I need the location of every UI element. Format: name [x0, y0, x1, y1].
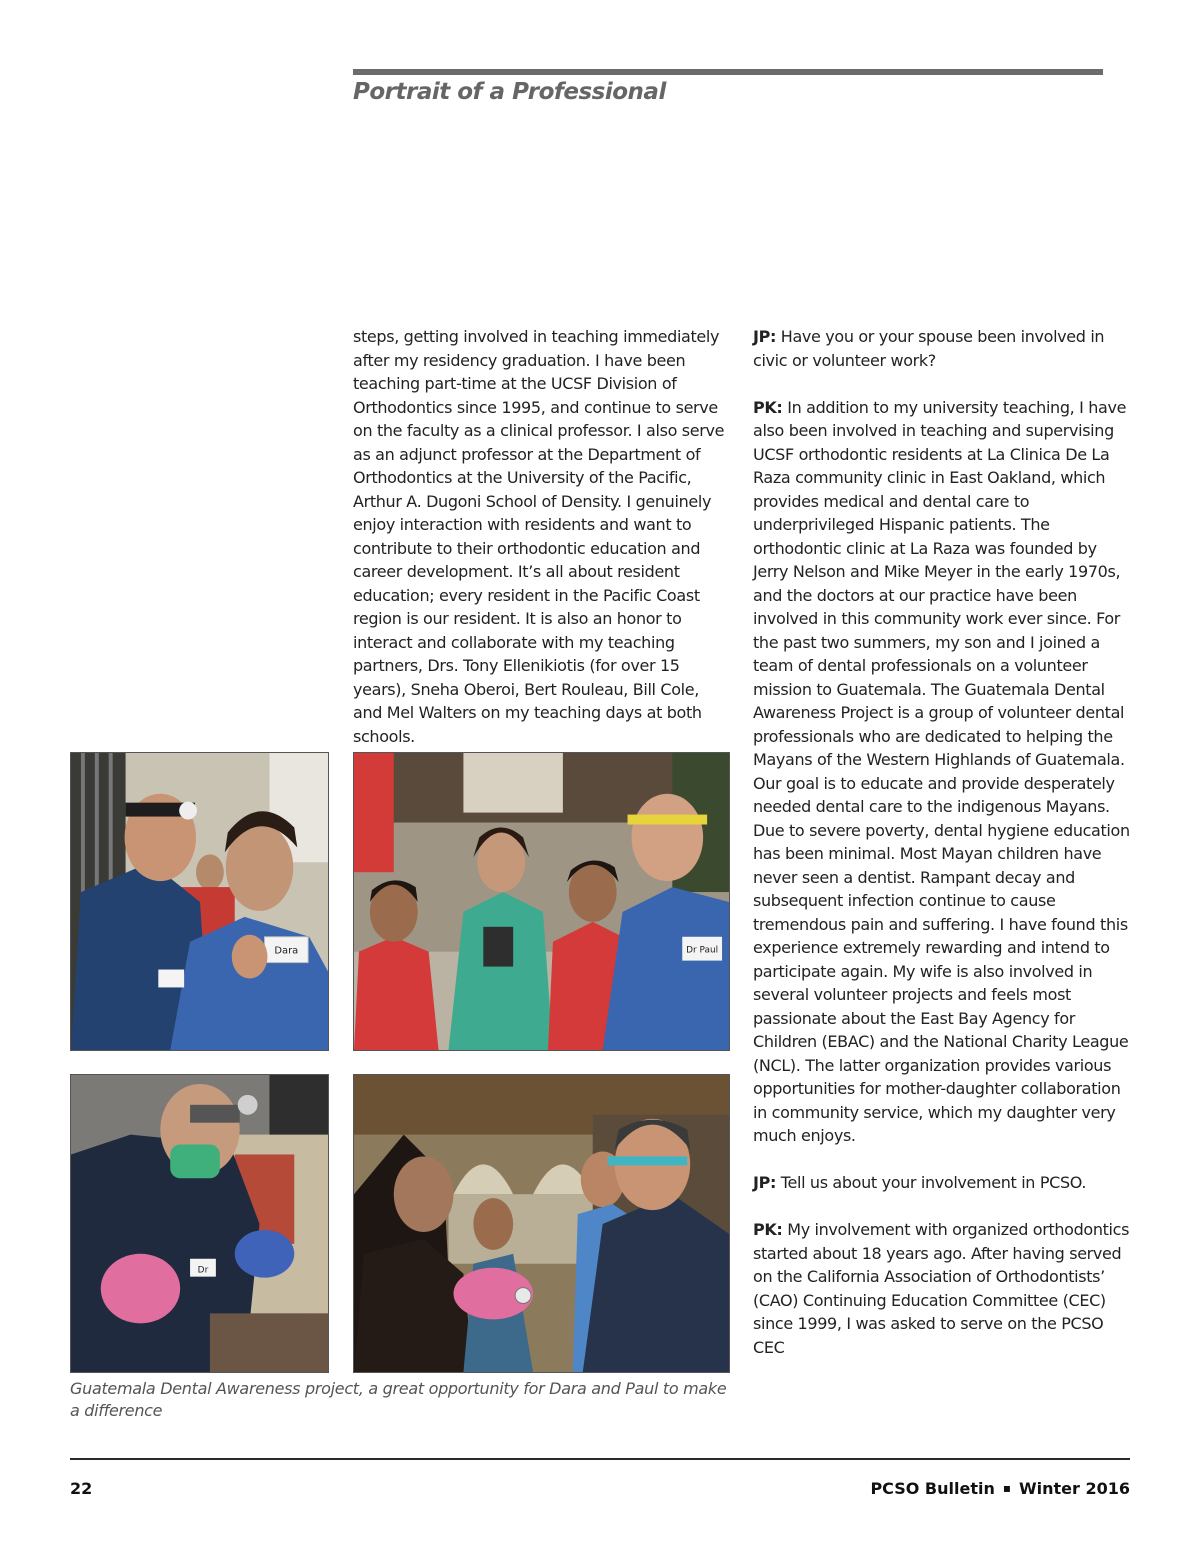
speaker-label: JP: — [753, 327, 777, 346]
page-number: 22 — [70, 1479, 93, 1498]
photo-dentist-with-children — [353, 752, 730, 1051]
speaker-label: PK: — [753, 1220, 783, 1239]
paragraph: steps, getting involved in teaching immediately after my residency graduation. I have been teaching part-time at the UCSF Division of Orthodontics since 1995, and continue to serve on the faculty as a clinical professor. I also serve as an adjunct professor at the Department of Orthodontics at the University of the Pacific, Arthur A. Dugoni School of Density. I genuinely enjoy interaction with residents and want to contribute to their orthodontic education and career development. It’s all about resident education; every resident in the Pacific Coast region is our resident. It is also an honor to interact and collaborate with my teaching partners, Drs. Tony Ellenikiotis (for over 15 years), Sneha Oberoi, Bert Rouleau, Bill Cole, and Mel Walters on my teaching days at both schools. — [353, 327, 725, 746]
footer-publication — [870, 1479, 1130, 1498]
qa-item — [753, 396, 1131, 1148]
section-title: Portrait of a Professional — [353, 79, 666, 105]
speaker-label: PK: — [753, 397, 783, 417]
qa-text: My involvement with organized orthodontics started about 18 years ago. After having served on the California Association of Orthodontists’ (CAO) Continuing Education Committee (CEC) since 1999, I was asked to serve on the PCSO CEC — [753, 1220, 1130, 1357]
publication-name: PCSO Bulletin — [870, 1479, 995, 1498]
qa-item — [753, 1171, 1131, 1195]
photo-dentist-examining-girl — [353, 1074, 730, 1373]
footer-rule — [70, 1458, 1130, 1460]
article-column-right — [753, 325, 1131, 1383]
issue-date: Winter 2016 — [1018, 1479, 1130, 1498]
header-rule — [353, 69, 1103, 75]
name-badge: Dr Paul — [686, 945, 719, 956]
photo-caption: Guatemala Dental Awareness project, a great opportunity for Dara and Paul to make a difference — [70, 1379, 727, 1420]
article-column-left — [353, 325, 731, 772]
qa-text: Have you or your spouse been involved in civic or volunteer work? — [753, 327, 1105, 370]
name-badge: Dr — [197, 1265, 209, 1276]
qa-item — [753, 1218, 1131, 1359]
photo-volunteers-selfie — [70, 752, 329, 1051]
qa-item — [753, 325, 1131, 372]
speaker-label: JP: — [753, 1173, 777, 1192]
qa-text: Tell us about your involvement in PCSO. — [780, 1173, 1087, 1192]
photo-dentist-treating-patient — [70, 1074, 329, 1373]
name-badge: Dara — [274, 945, 299, 957]
separator-bullet: ▪ — [1002, 1481, 1011, 1495]
qa-text: In addition to my university teaching, I have also been involved in teaching and supervising UCSF orthodontic residents at La Clinica De La Raza community clinic in East Oakland, which provides medical and dental care to underprivileged Hispanic patients. The orthodontic clinic at La Raza was founded by Jerry Nelson and Mike Meyer in the early 1970s, and the doctors at our practice have been involved in this community work ever since. For the past two summers, my son and I joined a team of dental professionals on a volunteer mission to Guatemala. The Guatemala Dental Awareness Project is a group of volunteer dental professionals who are dedicated to helping the Mayans of the Western Highlands of Guatemala. Our goal is to educate and provide desperately needed dental care to the indigenous Mayans. Due to severe poverty, dental hygiene education has been minimal. Most Mayan children have never seen a dentist. Rampant decay and subsequent infection continue to cause tremendous pain and suffering. I have found this experience extremely rewarding and intend to participate again. My wife is also involved in several volunteer projects and feels most passionate about the East Bay Agency for Children (EBAC) and the National Charity League (NCL). The latter organization provides various opportunities for mother-daughter collaboration in community service, which my daughter very much enjoys. — [753, 397, 1130, 1145]
